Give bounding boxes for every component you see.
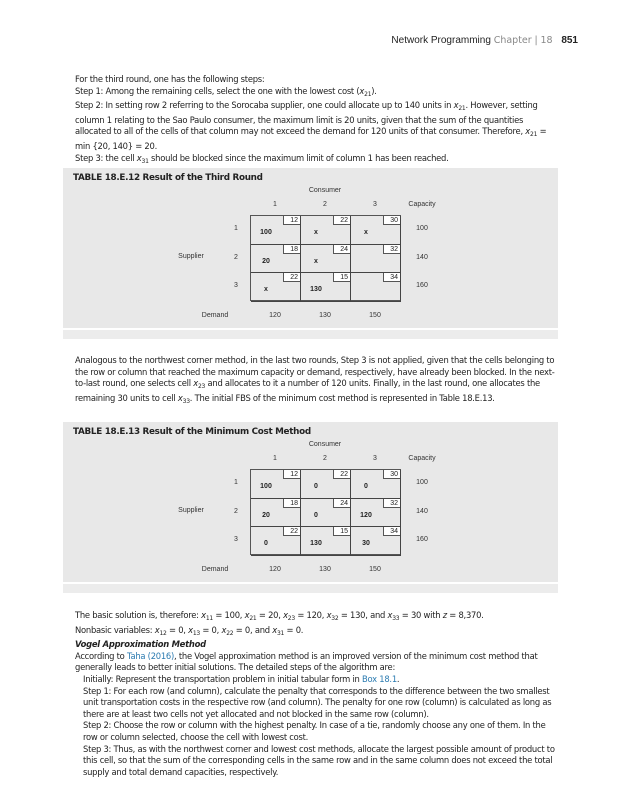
paragraph (63, 100, 559, 152)
unit-cost: 18 (283, 499, 300, 508)
paragraph (63, 153, 559, 168)
unit-cost: 24 (333, 499, 350, 508)
allocation: 130 (310, 540, 322, 548)
text-run: Analogous to the northwest corner method, in the last two rounds, Step 3 is not applied, given that the cells belonging to the row or column that reached the maximum capacity or demand, respectively, have already been blocked. In the next-to-last round, one selects cell (75, 355, 555, 389)
text-run: . The initial FBS of the minimum cost method is represented in Table 18.E.13. (189, 392, 495, 403)
text-run: = 30 with (399, 610, 443, 620)
capacity-label: Capacity (408, 455, 436, 462)
math-subscript: 21 (458, 105, 466, 113)
text-run: Step 2: Choose the row or column with the highest penalty. In case of a tie, randomly choose any one of them. In the row or column selected, choose the cell with lowest cost. (83, 720, 546, 742)
math-variable: x (453, 100, 459, 111)
grid-cell (301, 499, 351, 528)
grid-cell (251, 273, 301, 302)
capacity-value: 160 (416, 536, 428, 544)
math-variable: x (272, 624, 277, 635)
math-subscript: 13 (192, 629, 200, 637)
unit-cost: 18 (283, 245, 300, 254)
math-variable: x (525, 126, 531, 137)
column-header: 1 (273, 201, 277, 208)
allocation: 30 (362, 540, 370, 548)
demand-value: 150 (369, 312, 381, 319)
text-run: The basic solution is, therefore: (75, 610, 202, 620)
math-subscript: 21 (530, 131, 538, 139)
header-title: Network Programming (391, 35, 491, 46)
allocation: 20 (262, 511, 270, 519)
capacity-label: Capacity (408, 201, 436, 208)
table-divider (63, 584, 558, 593)
text-run: According to (75, 650, 127, 661)
text-run: Step 1: For each row (and column), calculate the penalty that corresponds to the difference between the two smallest unit transportation costs in the respective row (and column). The penalty for one row (column) is calculated as long as there are at least two cells not yet allocated and not blocked in the same row (column). (83, 685, 552, 719)
grid-cell (301, 527, 351, 556)
table-divider (63, 330, 558, 339)
column-header: 2 (323, 455, 327, 462)
row-header: 2 (234, 507, 238, 515)
allocation: 0 (364, 483, 368, 490)
text-run: = 100, (212, 610, 245, 620)
capacity-value: 100 (416, 225, 428, 232)
citation-link[interactable]: Taha (2016) (126, 650, 175, 661)
allocation: x (314, 229, 318, 236)
unit-cost: 34 (383, 527, 400, 536)
allocation: 0 (264, 540, 268, 548)
header-separator: | (534, 35, 538, 46)
unit-cost: 30 (383, 470, 400, 479)
demand-value: 120 (269, 312, 281, 319)
paragraph (63, 720, 559, 743)
unit-cost: 30 (383, 216, 400, 225)
math-variable: x (283, 610, 288, 620)
allocation: x (364, 229, 368, 236)
allocation: 0 (314, 483, 318, 490)
unit-cost: 12 (283, 216, 300, 225)
math-variable: x (359, 85, 365, 96)
grid-cell (251, 527, 301, 556)
unit-cost: 22 (283, 527, 300, 536)
table-18-e-13 (63, 422, 558, 582)
grid-cell (251, 470, 301, 499)
text-run: = 0, and (233, 624, 273, 635)
row-header: 2 (234, 253, 238, 261)
text-run: = min {20, 140} = 20. (75, 126, 547, 151)
unit-cost: 15 (333, 527, 350, 536)
allocation: 100 (260, 483, 272, 490)
grid-cell (301, 470, 351, 499)
header-chapter: Chapter (493, 35, 532, 46)
math-variable: x (188, 624, 193, 635)
column-header: 3 (373, 201, 377, 208)
paragraph (63, 86, 559, 101)
paragraph (63, 686, 559, 721)
math-subscript: 23 (287, 615, 295, 622)
math-subscript: 21 (364, 90, 372, 98)
math-variable: x (244, 610, 250, 620)
grid-cell (301, 245, 351, 274)
math-variable: x (136, 152, 142, 163)
math-variable: x (387, 610, 393, 620)
row-header: 1 (234, 479, 238, 486)
math-subscript: 31 (276, 629, 285, 637)
page-number: 851 (561, 35, 578, 46)
allocation: 120 (360, 511, 372, 519)
unit-cost: 15 (333, 273, 350, 282)
text-run: should be blocked since the maximum limit of column 1 has been reached. (148, 152, 449, 163)
capacity-value: 140 (416, 253, 428, 261)
text-run: = 8,370. (446, 610, 484, 620)
unit-cost: 24 (333, 245, 350, 254)
demand-value: 120 (269, 566, 281, 573)
text-run: = 0. (284, 624, 304, 635)
text-run: = 130, and (338, 610, 388, 620)
supplier-label: Supplier (178, 507, 204, 514)
unit-cost: 32 (383, 245, 400, 254)
text-run: . (396, 673, 400, 684)
math-subscript: 23 (197, 383, 206, 391)
vogel-section (63, 610, 559, 778)
grid-cell (301, 216, 351, 245)
math-subscript: 12 (159, 629, 167, 637)
math-variable: x (326, 610, 332, 620)
demand-label: Demand (201, 566, 229, 573)
capacity-value: 100 (416, 479, 428, 486)
capacity-value: 160 (416, 282, 428, 290)
math-variable: x (193, 378, 198, 389)
transport-grid (250, 469, 401, 555)
text-run: ). (371, 85, 377, 96)
paragraph (63, 625, 559, 640)
text-run: Initially: Represent the transportation problem in initial tabular form in (83, 673, 363, 684)
grid-cell (351, 527, 401, 556)
unit-cost: 22 (333, 470, 350, 479)
text-run: Step 1: Among the remaining cells, select the one with the lowest cost ( (75, 85, 360, 96)
text-run: = 120, (294, 610, 327, 620)
text-run: For the third round, one has the following steps: (75, 74, 265, 84)
row-header: 3 (234, 282, 238, 290)
grid-cell (351, 273, 401, 302)
allocation: x (264, 286, 268, 294)
allocation: 0 (314, 511, 318, 519)
consumer-label: Consumer (308, 441, 342, 448)
text-run: . However, setting column 1 relating to the Sao Paulo consumer, the maximum limit is 20 units, given that the sum of the quantities allocated to all of the cells of that column may not exceed the demand for 120 units of that consumer. Therefore, (75, 100, 538, 137)
grid-cell (351, 470, 401, 499)
paragraph (63, 74, 559, 86)
running-header (391, 35, 578, 46)
math-variable: x (201, 610, 206, 620)
capacity-value: 140 (416, 507, 428, 515)
math-variable: z (442, 610, 447, 620)
table-title: TABLE 18.E.12 Result of the Third Round (73, 173, 263, 183)
text-run: Step 2: In setting row 2 referring to the Sorocaba supplier, one could allocate up to 140 units in (75, 100, 454, 111)
column-header: 3 (373, 455, 377, 462)
math-subscript: 32 (331, 615, 339, 622)
allocation: 100 (260, 229, 272, 236)
column-header: 2 (323, 201, 327, 208)
demand-value: 130 (319, 566, 331, 573)
math-subscript: 11 (205, 615, 213, 622)
row-header: 3 (234, 536, 238, 544)
unit-cost: 22 (283, 273, 300, 282)
demand-value: 150 (369, 566, 381, 573)
allocation: 130 (310, 286, 322, 294)
analogous-paragraph (63, 355, 559, 407)
citation-link[interactable]: Box 18.1 (362, 673, 397, 684)
text-run: and allocates to it a number of 120 units. Finally, in the last round, one allocates the remaining 30 units to cell (75, 378, 540, 403)
consumer-label: Consumer (308, 187, 342, 194)
demand-value: 130 (319, 312, 331, 319)
math-variable: x (154, 624, 160, 635)
text-run: = 0, (166, 624, 189, 635)
table-18-e-12 (63, 168, 558, 328)
paragraph (63, 674, 559, 686)
paragraph (63, 355, 559, 407)
section-heading: Vogel Approximation Method (75, 639, 206, 650)
demand-label: Demand (201, 312, 229, 319)
text-run: , the Vogel approximation method is an improved version of the minimum cost method that generally leads to better initial solutions. The detailed steps of the algorithm are: (75, 650, 538, 673)
grid-cell (351, 216, 401, 245)
paragraph (63, 744, 559, 779)
allocation: x (314, 257, 318, 265)
text-run: = 0, (199, 624, 222, 635)
header-chapter-number: 18 (540, 35, 553, 46)
math-subscript: 33 (182, 397, 190, 405)
grid-cell (301, 273, 351, 302)
math-subscript: 21 (249, 615, 257, 622)
math-variable: x (221, 624, 227, 635)
grid-cell (251, 499, 301, 528)
third-round-steps (63, 74, 559, 167)
supplier-label: Supplier (178, 253, 204, 260)
unit-cost: 32 (383, 499, 400, 508)
row-header: 1 (234, 225, 238, 232)
unit-cost: 22 (333, 216, 350, 225)
text-run: Nonbasic variables: (75, 624, 155, 635)
unit-cost: 12 (283, 470, 300, 479)
table-title: TABLE 18.E.13 Result of the Minimum Cost Method (73, 427, 311, 437)
math-subscript: 22 (226, 629, 234, 637)
text-run: = 20, (256, 610, 284, 620)
text-run: Step 3: Thus, as with the northwest corner and lowest cost methods, allocate the largest possible amount of product to this cell, so that the sum of the corresponding cells in the same row and in the same column does not exceed the total supply and total demand capacities, respectively. (83, 743, 555, 777)
text-run: Step 3: the cell (75, 152, 137, 163)
math-variable: x (177, 392, 183, 403)
math-subscript: 31 (141, 157, 149, 165)
grid-cell (251, 216, 301, 245)
paragraph (63, 651, 559, 674)
allocation: 20 (262, 257, 270, 265)
grid-cell (351, 499, 401, 528)
grid-cell (251, 245, 301, 274)
math-subscript: 33 (392, 615, 400, 622)
unit-cost: 34 (383, 273, 400, 282)
transport-grid (250, 215, 401, 301)
paragraph (63, 639, 559, 651)
paragraph (63, 610, 559, 625)
column-header: 1 (273, 455, 277, 462)
grid-cell (351, 245, 401, 274)
